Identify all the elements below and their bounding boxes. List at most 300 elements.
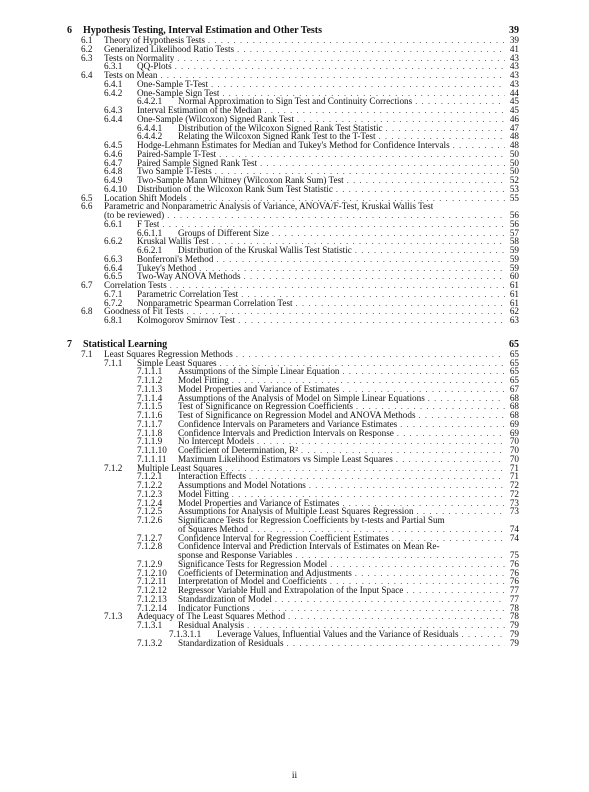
toc-entry-page: 73	[509, 497, 519, 508]
toc-entry-title: Goodness of Fit Tests	[104, 307, 184, 317]
toc-entry-number: 6.6.4	[104, 262, 123, 273]
toc-entry	[137, 542, 519, 551]
toc-entry-page: 76	[509, 576, 519, 587]
chapter-title: Hypothesis Testing, Interval Estimation and Other Tests	[83, 25, 323, 36]
toc-entry-title: Distribution of the Wilcoxon Signed Rank Test Statistic	[178, 123, 383, 133]
toc-entry-title: Multiple Least Squares	[137, 463, 223, 473]
toc-entry-title: Normal Approximation to Sign Test and Continuity Corrections	[178, 97, 413, 107]
toc-entry	[104, 272, 519, 281]
toc-entry-page: 77	[509, 585, 519, 595]
toc-entry-page: 72	[509, 488, 519, 499]
toc-entry-number: 6.6.5	[104, 271, 123, 282]
toc-entry	[104, 106, 519, 115]
toc-entry-title: Generalized Likelihood Ratio Tests	[104, 44, 235, 54]
toc-entry-title: Significance Tests for Regression Coefficients by t-tests and Partial Sum	[178, 516, 445, 525]
toc-entry-number: 6.4.4.2	[137, 131, 163, 142]
toc-entry-title: Distribution of the Kruskal Wallis Test Statistic	[178, 246, 352, 255]
toc-entry-title: Distribution of the Wilcoxon Rank Sum Test Statistic	[137, 184, 333, 194]
leader-dots	[164, 211, 505, 220]
toc-entry-page: 59	[509, 245, 519, 255]
toc-entry-page: 41	[509, 43, 519, 54]
toc-entry	[137, 446, 519, 455]
toc-entry-number: 6.5	[81, 192, 93, 203]
toc-entry-title: Simple Least Squares	[137, 358, 217, 368]
chapter-heading	[67, 25, 519, 36]
leader-dots	[244, 621, 505, 630]
toc-entry-number: 7.1	[81, 348, 93, 359]
leader-dots	[339, 385, 505, 394]
toc-entry	[137, 437, 519, 446]
toc-entry-title: Relating the Wilcoxon Signed Rank Test to the T-Test	[178, 132, 376, 142]
toc-entry	[169, 630, 519, 639]
toc-entry-page: 61	[509, 297, 519, 308]
toc-entry-title: Maximum Likelihood Estimators vs Simple Least Squares	[178, 454, 393, 464]
leader-dots	[339, 499, 505, 508]
toc-entry-number: 7.1.2.2	[137, 480, 163, 490]
toc-entry-page: 60	[509, 271, 519, 282]
toc-entry	[104, 211, 519, 220]
chapter-page: 65	[509, 338, 519, 350]
toc-entry-title: Bonferroni's Method	[137, 254, 214, 264]
toc-entry-number: 6.3.1	[104, 61, 123, 72]
toc-entry	[81, 45, 519, 54]
toc-entry-page: 50	[509, 157, 519, 168]
toc-entry-page: 76	[509, 558, 519, 569]
leader-dots	[450, 141, 505, 150]
leader-dots	[412, 97, 505, 106]
toc-entry-page: 77	[509, 593, 519, 604]
toc-entry-page: 62	[509, 306, 519, 317]
leader-dots	[298, 446, 505, 455]
toc-entry	[137, 97, 519, 106]
toc-entry-title: Indicator Functions	[178, 603, 250, 613]
toc-entry-page: 43	[509, 52, 519, 63]
toc-entry-number: 6.4.6	[104, 148, 123, 159]
toc-entry-page: 65	[509, 366, 519, 377]
toc-entry-number: 7.1.3	[104, 611, 123, 622]
leader-dots	[174, 54, 505, 63]
toc-entry-number: 6.6.3	[104, 253, 123, 264]
toc-entry-page: 55	[509, 192, 519, 203]
toc-entry-title: Interpretation of Model and Coefficients	[178, 577, 327, 587]
toc-entry-number: 6.8	[81, 306, 93, 317]
toc-entry-number: 7.1.1.4	[137, 392, 163, 403]
toc-entry-title: Hodge-Lehmann Estimates for Median and Tukey's Method for Confidence Intervals	[137, 141, 450, 150]
toc-entry-number: 7.1.2.4	[137, 497, 163, 508]
leader-dots	[184, 307, 505, 316]
toc-entry-number: 6.6.2	[104, 236, 123, 247]
leader-dots	[213, 255, 505, 264]
toc-entry-page: 44	[509, 87, 519, 98]
toc-entry-title: Parametric and Nonparametric Analysis of Variance, ANOVA/F-Test, Kruskal Wallis Test	[104, 202, 434, 212]
toc-entry	[137, 639, 519, 648]
toc-entry-title: Test of Significance on Regression Model and ANOVA Methods	[178, 411, 416, 420]
toc-entry	[104, 237, 519, 246]
toc-entry-title: Coefficients of Determination and Adjustments	[178, 568, 352, 578]
toc-entry-page: 73	[509, 506, 519, 517]
leader-dots	[284, 639, 505, 648]
toc-entry-page: 69	[509, 427, 519, 438]
toc-entry	[81, 54, 519, 63]
toc-entry-title: Least Squares Regression Methods	[104, 349, 233, 359]
toc-entry-page: 75	[509, 550, 519, 560]
toc-entry-number: 7.1.2.12	[137, 585, 167, 595]
toc-entry-number: 7.1.1.5	[137, 401, 163, 412]
toc-entry-title: One-Sample T-Test	[137, 79, 209, 89]
leader-dots	[216, 150, 505, 159]
toc-entry-page: 61	[509, 280, 519, 290]
toc-entry-title: Adequacy of The Least Squares Method	[137, 612, 286, 622]
toc-entry	[137, 516, 519, 525]
toc-entry-page: 79	[509, 637, 519, 648]
toc-entry	[104, 316, 519, 325]
page-number: ii	[291, 771, 298, 781]
toc-entry-page: 70	[509, 445, 519, 455]
toc-entry-title: Correlation Tests	[104, 281, 167, 290]
toc-entry-title: Theory of Hypothesis Tests	[104, 36, 206, 45]
toc-entry	[81, 281, 519, 290]
leader-dots	[414, 507, 505, 516]
toc-entry-page: 70	[509, 453, 519, 464]
leader-dots	[403, 586, 505, 595]
toc-entry-title: sponse and Response Variables	[178, 551, 293, 560]
leader-dots	[459, 630, 505, 639]
toc-entry	[137, 560, 519, 569]
toc-entry-title: Assumptions and Model Notations	[178, 481, 306, 490]
toc-entry	[137, 367, 519, 376]
toc-entry-page: 72	[509, 480, 519, 490]
toc-entry-number: 7.1.1.10	[137, 445, 167, 455]
toc-entry-number: 7.1.1.11	[137, 453, 167, 464]
toc-entry	[104, 255, 519, 264]
leader-dots	[167, 281, 505, 290]
toc-entry-number: 7.1.3.1	[137, 620, 163, 630]
leader-dots	[416, 411, 505, 420]
toc-entry	[137, 385, 519, 394]
toc-entry-number: 6.4.8	[104, 166, 123, 177]
toc-entry-title: Interval Estimation of the Median	[137, 106, 262, 115]
toc-entry-number: 7.1.1.9	[137, 436, 163, 447]
toc-entry	[104, 464, 519, 473]
toc-entry-number: 6.6.1	[104, 218, 123, 229]
toc-entry-number: 6.7.1	[104, 288, 123, 299]
toc-entry-page: 68	[509, 401, 519, 412]
toc-entry-number: 7.1.2.11	[137, 576, 167, 587]
toc-entry-number: 7.1.1.7	[137, 418, 163, 429]
leader-dots	[262, 106, 505, 115]
toc-entry	[104, 89, 519, 98]
leader-dots	[352, 569, 505, 578]
leader-dots	[159, 220, 505, 229]
toc-entry	[104, 359, 519, 368]
toc-entry-page: 45	[509, 96, 519, 107]
toc-entry-number: 6.4.2	[104, 87, 123, 98]
leader-dots	[393, 455, 505, 464]
toc-entry	[137, 429, 519, 438]
toc-entry-number: 6.4.5	[104, 140, 123, 150]
toc-entry	[104, 290, 519, 299]
toc-entry-page: 59	[509, 262, 519, 273]
toc-entry	[104, 62, 519, 71]
leader-dots	[269, 229, 505, 238]
leader-dots	[397, 420, 505, 429]
toc-entry-title: Nonparametric Spearman Correlation Test	[137, 298, 293, 308]
toc-entry-page: 71	[509, 471, 519, 482]
toc-entry-page: 68	[509, 410, 519, 420]
toc-entry-number: 7.1.2.10	[137, 567, 167, 578]
toc-entry	[137, 472, 519, 481]
toc-entry	[137, 124, 519, 133]
toc-entry-number: 6.6.2.1	[137, 245, 163, 255]
toc-entry-title: Regressor Variable Hull and Extrapolation of the Input Space	[178, 586, 404, 595]
toc-entry-title: Confidence Intervals on Parameters and Variance Estimates	[178, 419, 398, 429]
toc-entry	[137, 604, 519, 613]
toc-entry	[104, 299, 519, 308]
leader-dots	[229, 490, 505, 499]
chapter-number: 6	[67, 25, 72, 36]
toc-entry-number: 7.1.2.8	[137, 541, 163, 552]
toc-entry-title: Model Fitting	[178, 489, 229, 499]
toc-entry-number: 7.1.1.2	[137, 375, 163, 385]
toc-entry	[137, 490, 519, 499]
toc-entry-page: 69	[509, 418, 519, 429]
toc-entry	[104, 176, 519, 185]
toc-entry-page: 43	[509, 70, 519, 80]
toc-entry-page: 65	[509, 348, 519, 359]
toc-entry-title: Residual Analysis	[178, 621, 245, 630]
toc-entry-number: 6.4	[81, 70, 93, 80]
chapter-heading	[67, 339, 519, 350]
toc-entry-number: 6.2	[81, 43, 93, 54]
leader-dots	[234, 45, 505, 54]
toc-entry-title: Confidence Interval for Regression Coefficient Estimates	[178, 533, 389, 543]
leader-dots	[208, 80, 505, 89]
toc-entry	[178, 525, 519, 534]
toc-entry	[81, 36, 519, 45]
toc-entry	[81, 350, 519, 359]
leader-dots	[219, 89, 505, 98]
toc-entry-number: 7.1.1.1	[137, 366, 163, 377]
toc-entry-title: Confidence Intervals and Prediction Intervals on Response	[178, 428, 394, 438]
toc-entry	[137, 402, 519, 411]
leader-dots	[246, 472, 505, 481]
toc-entry-title: QQ-Plots	[137, 62, 172, 72]
toc-entry-title: Assumptions of the Simple Linear Equation	[178, 367, 340, 377]
toc-entry-page: 71	[509, 462, 519, 473]
toc-entry-title: Two Sample T-Tests	[137, 167, 212, 177]
toc-entry-page: 50	[509, 148, 519, 159]
toc-entry	[178, 551, 519, 560]
leader-dots	[293, 299, 505, 308]
toc-entry-title: Model Properties and Variance of Estimates	[178, 384, 340, 394]
toc-entry	[104, 264, 519, 273]
toc-entry	[104, 159, 519, 168]
leader-dots	[425, 394, 505, 403]
toc-entry-page: 65	[509, 375, 519, 385]
toc-entry	[137, 229, 519, 238]
toc-entry-number: 6.8.1	[104, 315, 123, 325]
leader-dots	[333, 185, 505, 194]
toc-entry	[137, 586, 519, 595]
leader-dots	[233, 350, 505, 359]
leader-dots	[229, 376, 505, 385]
chapter-number: 7	[67, 338, 72, 350]
toc-entry-number: 7.1.2.3	[137, 488, 163, 499]
toc-entry-number: 7.1.3.2	[137, 637, 163, 648]
toc-entry	[104, 80, 519, 89]
toc-entry-title: Interaction Effects	[178, 472, 246, 482]
toc-entry	[104, 167, 519, 176]
toc-entry-page: 43	[509, 78, 519, 89]
toc-entry-number: 6.4.4.1	[137, 122, 163, 133]
toc-entry	[104, 141, 519, 150]
toc-entry-page: 53	[509, 183, 519, 194]
toc-entry-number: 6.7	[81, 280, 93, 290]
leader-dots	[294, 115, 505, 124]
leader-dots	[344, 176, 505, 185]
leader-dots	[257, 159, 505, 168]
toc-entry-number: 7.1.1.6	[137, 410, 163, 420]
leader-dots	[327, 577, 505, 586]
toc-entry-title: Standardization of Residuals	[178, 638, 284, 648]
toc-entry-title: Confidence Interval and Prediction Intervals of Estimates on Mean Re-	[178, 542, 440, 552]
toc-entry-number: 7.1.1	[104, 357, 123, 368]
toc-entry-number: 7.1.2.14	[137, 602, 167, 613]
chapter-page: 39	[509, 25, 519, 36]
toc-entry	[137, 246, 519, 255]
toc-entry-number: 6.4.7	[104, 157, 123, 168]
toc-entry-page: 78	[509, 602, 519, 613]
toc-entry-page: 79	[509, 628, 519, 639]
toc-entry-number: 7.1.3.1.1	[169, 628, 202, 639]
toc-entry-title: Tests on Mean	[104, 71, 158, 80]
toc-entry-number: 7.1.1.3	[137, 383, 163, 394]
toc-entry-title: Two-Sample Mann Whitney (Wilcoxon Rank Sum) Test	[137, 176, 344, 185]
chapter-title: Statistical Learning	[83, 338, 168, 350]
toc-entry-title: Leverage Values, Influential Values and the Variance of Residuals	[217, 629, 459, 639]
toc-entry-number: 7.1.2.7	[137, 532, 163, 543]
toc-entry-number: 6.4.3	[104, 105, 123, 115]
toc-entry-number: 6.4.9	[104, 175, 123, 185]
leader-dots	[187, 194, 505, 203]
toc-entry	[137, 411, 519, 420]
toc-entry	[81, 202, 519, 211]
leader-dots	[222, 464, 505, 473]
toc-entry-page: 39	[509, 35, 519, 45]
toc-entry-title: Groups of Different Size	[178, 228, 269, 238]
toc-entry-number: 7.1.2.6	[137, 515, 163, 525]
toc-entry-number: 7.1.2.1	[137, 471, 163, 482]
toc-entry-title: One-Sample Sign Test	[137, 88, 220, 98]
toc-entry-page: 79	[509, 620, 519, 630]
toc-entry	[104, 115, 519, 124]
leader-dots	[238, 290, 505, 299]
toc-entry	[137, 507, 519, 516]
toc-entry-title: F Test	[137, 219, 160, 229]
toc-entry-page: 59	[509, 253, 519, 264]
toc-entry	[81, 194, 519, 203]
leader-dots	[389, 534, 505, 543]
toc-entry-page: 43	[509, 61, 519, 72]
toc-entry-title: Test of Significance on Regression Coefficients	[178, 402, 353, 412]
toc-entry-number: 7.1.2.9	[137, 558, 163, 569]
toc-entry-number: 7.1.1.8	[137, 427, 163, 438]
toc-entry	[104, 612, 519, 621]
toc-entry-page: 56	[509, 218, 519, 229]
toc-entry-title: Assumptions of the Analysis of Model on Simple Linear Equations	[178, 393, 425, 403]
toc-entry-page: 50	[509, 166, 519, 177]
toc-entry-page: 74	[509, 523, 519, 534]
toc-entry-title: Tukey's Method	[137, 263, 197, 273]
toc-entry-title: One-Sample (Wilcoxon) Signed Rank Test	[137, 114, 295, 124]
leader-dots	[340, 367, 505, 376]
toc-entry-number: 6.4.1	[104, 78, 123, 89]
toc-entry-title: Kruskal Wallis Test	[137, 237, 209, 247]
toc-entry	[81, 307, 519, 316]
leader-dots	[250, 604, 505, 613]
leader-dots	[157, 71, 505, 80]
toc-entry-number: 6.7.2	[104, 297, 123, 308]
toc-entry-number: 7.1.2.13	[137, 593, 167, 604]
toc-entry-page: 65	[509, 357, 519, 368]
leader-dots	[285, 612, 505, 621]
toc-entry-title: Paired-Sample T-Test	[137, 149, 217, 159]
toc-entry	[137, 577, 519, 586]
leader-dots	[172, 62, 505, 71]
leader-dots	[241, 272, 505, 281]
toc-entry-title: Kolmogorov Smirnov Test	[137, 316, 236, 325]
toc-entry-page: 78	[509, 611, 519, 622]
leader-dots	[394, 429, 505, 438]
leader-dots	[217, 359, 505, 368]
toc-entry	[137, 394, 519, 403]
toc-entry-title: Tests on Normality	[104, 53, 175, 63]
leader-dots	[209, 237, 505, 246]
toc-entry-title: Coefficient of Determination, R²	[178, 446, 298, 455]
toc-entry	[104, 185, 519, 194]
leader-dots	[254, 437, 505, 446]
toc-entry-page: 45	[509, 105, 519, 115]
toc-entry-number: 6.4.2.1	[137, 96, 163, 107]
toc-entry-page: 48	[509, 140, 519, 150]
leader-dots	[353, 402, 505, 411]
toc-entry	[137, 499, 519, 508]
toc-entry-number: 6.3	[81, 52, 93, 63]
toc-entry-title: Standardization of Model	[178, 594, 272, 604]
toc-entry-page: 68	[509, 392, 519, 403]
toc-entry-page: 74	[509, 532, 519, 543]
leader-dots	[327, 560, 505, 569]
leader-dots	[376, 132, 505, 141]
toc-entry-page: 47	[509, 122, 519, 133]
toc-entry	[137, 569, 519, 578]
toc-entry-number: 6.6	[81, 201, 93, 212]
toc-entry-page: 70	[509, 436, 519, 447]
toc-entry-page: 56	[509, 210, 519, 220]
toc-entry-number: 6.6.1.1	[137, 227, 163, 238]
leader-dots	[352, 246, 505, 255]
toc-entry-title: Significance Tests for Regression Model	[178, 559, 328, 569]
toc-entry	[137, 455, 519, 464]
toc-entry	[137, 132, 519, 141]
toc-entry-number: 7.1.2.5	[137, 506, 163, 517]
toc-entry-title: No Intercept Models	[178, 437, 255, 447]
toc-entry-title: Parametric Correlation Test	[137, 289, 239, 299]
toc-entry-page: 52	[509, 175, 519, 185]
toc-entry	[137, 595, 519, 604]
leader-dots	[196, 264, 505, 273]
toc-entry-title: Assumptions for Analysis of Multiple Least Squares Regression	[178, 507, 414, 517]
